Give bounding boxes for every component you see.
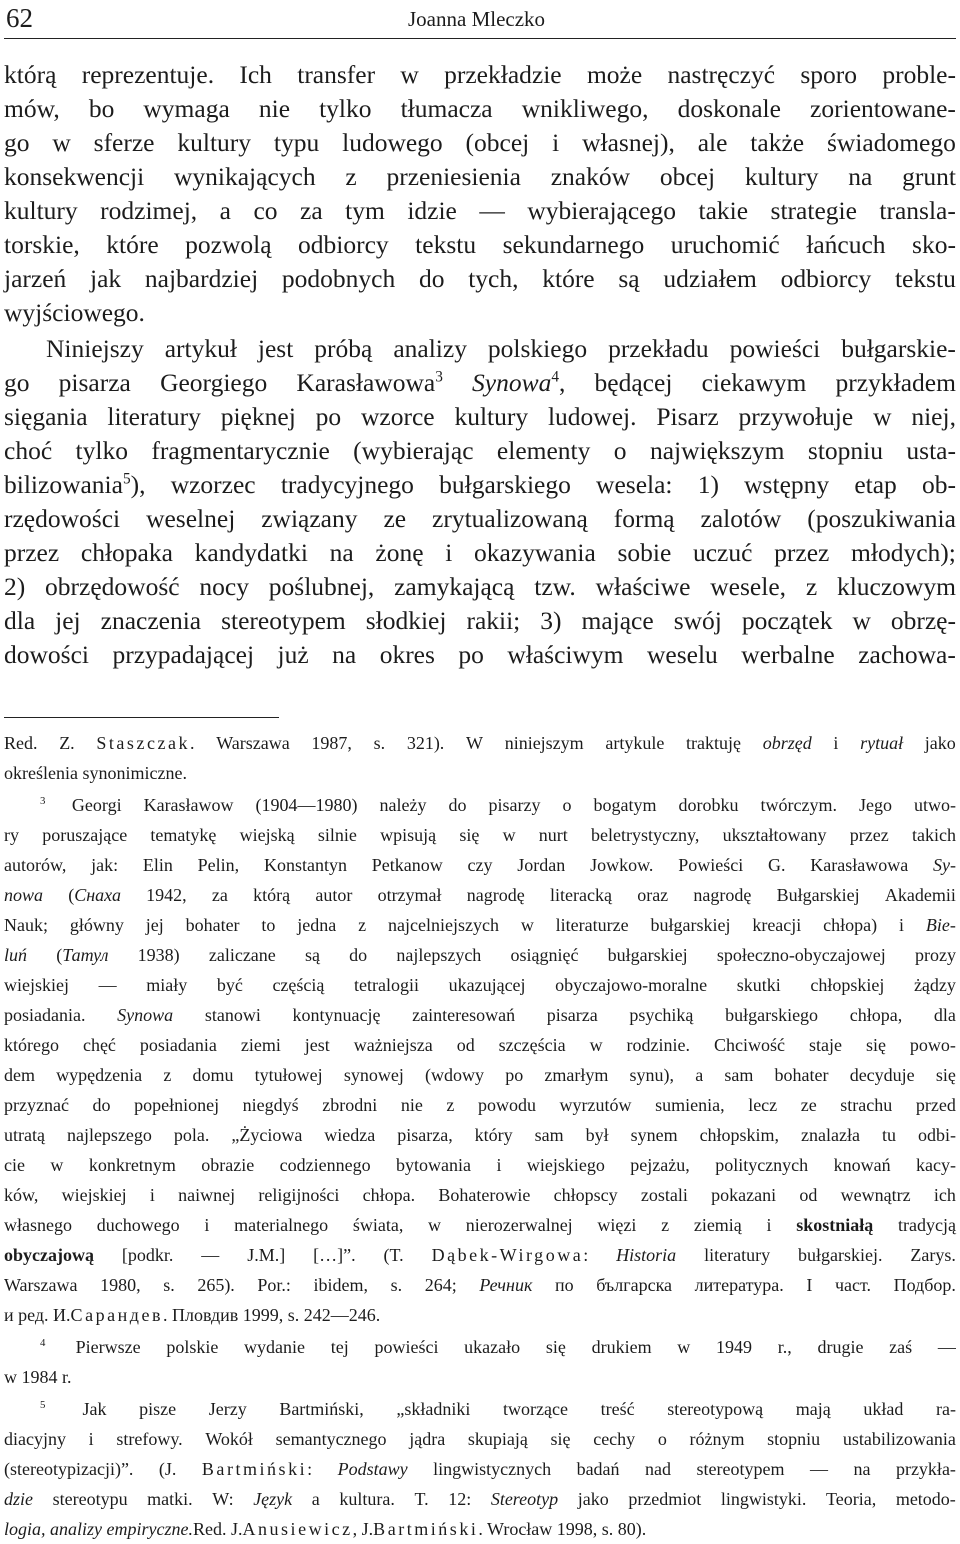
footnote-line: luń (Татул 1938) zaliczane są do najlepszych osiągnięć bułgarskiej społeczno-obyczajowej prozy [4,945,956,965]
body-line: wyjściowego. [4,298,145,327]
footnote-line: $^4$ Pierwsze polskie wydanie tej powieści ukazało się drukiem w 1949 r., drugie zaś — [40,1337,956,1357]
footnote-line: określenia synonimiczne. [4,763,187,783]
footnote-line: w 1984 r. [4,1367,72,1387]
footnote-line: (stereotypizacji)”. (J. Bartmiński: Podstawy lingwistycznych badań nad stereotypem — na przykła- [4,1459,956,1479]
body-line: dowości przypadającej już na okres po właściwym weselu werbalne zachowa- [4,640,956,669]
footnote-line: obyczajową [podkr. — J.M.] […]”. (T. Dąbek-Wirgowa: Historia literatury bułgarskiej. Zarys. [4,1245,956,1265]
page-number: 62 [6,3,33,33]
body-line: dla jej znaczenia stereotypem słodkiej rakii; 3) mające swój początek w obrzę- [4,606,956,635]
body-line: jarzeń jak najbardziej podobnych do tych, które są udziałem odbiorcy tekstu [4,264,956,293]
footnote-line: przyznać do popełnionej niegdyś zbrodni nie z powodu wyrzutów sumienia, lecz ze strachu przed [4,1095,956,1115]
footnote-line: ry poruszające tematykę wiejską silnie wpisują się w nurt beletrystyczny, ukształtowany przez takich [4,825,956,845]
body-line: rzędowości weselnej związany ze zrytualizowaną formą zalotów (poszukiwania [4,504,956,533]
body-line: sięgania literatury pięknej po wzorce kultury ludowej. Pisarz przywołuje w niej, [4,402,956,431]
footnote-line: diacyjny i strefowy. Wokół semantycznego jądra skupiają się cechy o różnym stopniu ustabilizowania [4,1429,956,1449]
footnote-line: Warszawa 1980, s. 265). Por.: ibidem, s. 264; Речник по българска литература. I част. Подбор. [4,1275,956,1295]
footnote-line: którego chęć posiadania ziemi jest ważniejsza od szczęścia w rodzinie. Chciwość staje się powo- [4,1035,956,1055]
footnote-line: dzie stereotypu matki. W: Język a kultura. T. 12: Stereotyp jako przedmiot lingwistyki. Teoria, metodo- [4,1489,956,1509]
body-line: choć tylko fragmentarycznie (wybierając elementy o największym stopniu usta- [4,436,956,465]
body-text [4,58,956,672]
body-line: go w sferze kultury typu ludowego (obcej i własnej), ale także świadomego [4,128,956,157]
body-line: 2) obrzędowość nocy poślubnej, zamykającą tzw. właściwe wesele, z kluczowym [4,572,956,601]
footnote-line: и ред. И. Сарандев . Пловдив 1999, s. 242—246. [4,1305,381,1325]
body-line: przez chłopaka kandydatki na żonę i okazywania sobie uczuć przez młodych); [4,538,956,567]
running-head-author: Joanna Mleczko [408,7,546,31]
body-line: go pisarza Georgiego Karasławowa$^3$ Synowa$^4$, będącej ciekawym przykładem [4,368,956,397]
body-line: mów, bo wymaga nie tylko tłumacza wnikliwego, doskonale zorientowane- [4,94,956,123]
footnotes [4,728,956,1544]
footnote-line: $^3$ Georgi Karasławow (1904—1980) należy do pisarzy o bogatym dorobku twórczym. Jego utwo- [40,795,956,815]
footnote-separator [4,717,279,718]
footnote-line: Red. Z. Staszczak. Warszawa 1987, s. 321). W niniejszym artykule traktuję obrzęd i rytuał jako [4,733,956,753]
footnote-line: autorów, jak: Elin Pelin, Konstantyn Petkanow czy Jordan Jowkow. Powieści G. Karasławowa Sy- [4,855,956,875]
footnote-line: posiadania. Synowa stanowi kontynuację zainteresowań pisarza psychiką bułgarskiego chłopa, dla [4,1005,956,1025]
footnote-line: $^5$ Jak pisze Jerzy Bartmiński, „składniki tworzące treść stereotypową mają układ ra- [40,1399,956,1419]
footnote-line: utratą najlepszego pola. „Życiowa wiedza pisarza, który sam był synem chłopskim, znalazła tu odbi- [4,1125,956,1145]
running-header [4,0,956,39]
body-line: którą reprezentuje. Ich transfer w przekładzie może nastręczyć sporo proble- [4,60,956,89]
body-line: torskie, które pozwolą odbiorcy tekstu sekundarnego uruchomić łańcuch sko- [4,230,956,259]
footnote-line: nowa (Снаха 1942, za którą autor otrzymał nagrodę literacką oraz nagrodę Bułgarskiej Akademii [4,885,956,905]
body-line: bilizowania$^5$), wzorzec tradycyjnego bułgarskiego wesela: 1) wstępny etap ob- [4,470,956,499]
footnote-line: logia, analizy empiryczne. Red. J. Anusiewicz , J. Bartmiński . Wrocław 1998, s. 80). [4,1519,647,1539]
footnote-line: Nauk; główny jej bohater to jedna z najcelniejszych w literaturze bułgarskiej kreacji chłopa) i Bie- [4,915,956,935]
body-line: kultury rodzimej, a co za tym idzie — wybierającego takie strategie transla- [4,196,956,225]
footnote-line: cie w konkretnym obrazie codziennego bytowania i wiejskiego pejzażu, politycznych knowań kacy- [4,1155,956,1175]
body-line: konsekwencji wynikających z przeniesienia znaków obcej kultury na grunt [4,162,956,191]
footnote-line: wiejskiej — miały być częścią tetralogii ukazującej obyczajowo-moralne skutki chłopskiej żądzy [4,975,956,995]
body-line: Niniejszy artykuł jest próbą analizy polskiego przekładu powieści bułgarskie- [46,334,956,363]
footnote-line: dem wypędzenia z domu tytułowej synowej (wdowy po zmarłym synu), a sam bohater decyduje się [4,1065,956,1085]
footnote-line: ków, wiejskiej i naiwnej religijności chłopa. Bohaterowie chłopscy zostali pokazani od wewnątrz ich [4,1185,956,1205]
footnote-line: własnego duchowego i materialnego świata, w nierozerwalnej więzi z ziemią i skostniałą tradycją [4,1215,956,1235]
